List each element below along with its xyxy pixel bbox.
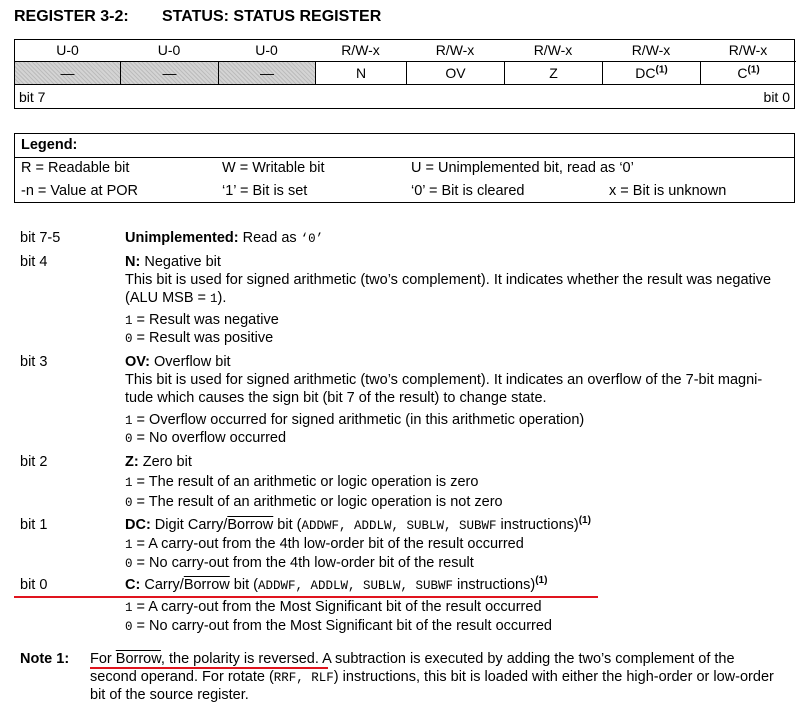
field-title: instructions) — [496, 517, 579, 533]
legend-set: ‘1’ = Bit is set — [222, 183, 308, 199]
access-cell-bit5: U-0 — [255, 42, 278, 58]
bit-high-label: bit 7 — [19, 89, 46, 105]
option-text: = Overflow occurred for signed arithmetic (in this arithmetic operation) — [132, 412, 585, 428]
option-key: 1 — [125, 601, 133, 615]
field-name: Unimplemented: — [125, 230, 239, 246]
bit-cell-5: — — [218, 61, 315, 84]
borrow-overline: Borrow — [227, 517, 274, 533]
legend-cleared: ‘0’ = Bit is cleared — [411, 183, 525, 199]
access-cell-bit0: R/W-x — [728, 42, 768, 58]
note-text: second operand. For rotate ( — [90, 669, 274, 685]
bit-desc-3-line1: This bit is used for signed arithmetic (two’s complement). It indicates an overflow of the 7-bit magni- — [125, 372, 763, 388]
note-ref: (1) — [535, 575, 548, 587]
field-title: Negative bit — [140, 254, 221, 270]
legend-unknown: x = Bit is unknown — [609, 183, 727, 199]
bit-title-2 — [125, 454, 192, 470]
option-text: = Result was negative — [132, 312, 279, 328]
field-name: DC: — [125, 517, 151, 533]
option-key: 1 — [125, 538, 133, 552]
option-key: 1 — [125, 414, 133, 428]
access-cell-bit4: R/W-x — [341, 42, 380, 58]
access-cell-bit6: U-0 — [157, 42, 181, 58]
legend-title: Legend: — [21, 137, 78, 153]
legend-por: -n = Value at POR — [21, 183, 138, 199]
bit-cell-7: — — [15, 61, 120, 84]
instruction-list: ADDWF, ADDLW, SUBLW, SUBWF — [301, 519, 497, 533]
bit-label-0: bit 0 — [20, 577, 48, 593]
bit-label-2: bit 2 — [20, 454, 48, 470]
option-key: 0 — [125, 496, 133, 510]
register-number: REGISTER 3-2: — [14, 8, 129, 25]
bit-option-4-set — [125, 312, 279, 328]
desc-text: Read as — [238, 230, 301, 246]
bit-label-3: bit 3 — [20, 354, 48, 370]
bit-cell-4: N — [315, 61, 406, 84]
option-key: 1 — [125, 314, 133, 328]
access-cell-bit7: U-0 — [56, 42, 79, 58]
desc-text: (ALU MSB = — [125, 290, 211, 306]
bit-option-3-set — [125, 412, 584, 428]
instruction-list: ADDWF, ADDLW, SUBLW, SUBWF — [257, 579, 453, 593]
field-title: Digit Carry/ — [150, 517, 228, 533]
register-name: STATUS: STATUS REGISTER — [162, 8, 382, 25]
bit-option-0-set — [125, 599, 542, 615]
option-text: = The result of an arithmetic or logic operation is not zero — [132, 494, 503, 510]
field-name: N: — [125, 254, 141, 270]
bit-label-4: bit 4 — [20, 254, 48, 270]
bit-title-0 — [125, 577, 547, 593]
bit-name-row — [15, 61, 794, 84]
note-text: A subtraction is executed by adding the two’s complement of the — [318, 651, 735, 667]
note-line1 — [90, 651, 735, 667]
legend-readable: R = Readable bit — [21, 160, 130, 176]
option-text: = The result of an arithmetic or logic operation is zero — [132, 474, 479, 490]
access-cell-bit3: R/W-x — [435, 42, 475, 58]
note-text: ) instructions, this bit is loaded with either the high-order or low-order — [333, 669, 774, 685]
bit-desc-3-line2: tude which causes the sign bit (bit 7 of the result) to change state. — [125, 390, 547, 406]
field-title: Carry/ — [140, 577, 184, 593]
bit-label-1: bit 1 — [20, 517, 48, 533]
instruction-list: RRF, RLF — [273, 671, 334, 685]
register-title — [14, 8, 381, 26]
note-line3: bit of the source register. — [90, 687, 249, 703]
option-key: 0 — [125, 620, 133, 634]
bit-desc-7-5 — [125, 230, 323, 246]
legend-unimplemented: U = Unimplemented bit, read as ‘0’ — [411, 160, 634, 176]
option-key: 1 — [125, 476, 133, 490]
note-ref: (1) — [747, 64, 760, 76]
legend-divider — [15, 157, 794, 158]
bit-option-2-set — [125, 474, 478, 490]
bit-cell-1-label: DC — [635, 65, 656, 81]
field-title: Overflow bit — [149, 354, 231, 370]
bit-title-1 — [125, 517, 591, 533]
option-key: 0 — [125, 432, 133, 446]
access-cell-bit1: R/W-x — [631, 42, 671, 58]
bit-cell-2: Z — [504, 61, 602, 84]
bit-cell-3: OV — [406, 61, 504, 84]
field-name: Z: — [125, 454, 139, 470]
field-title: bit ( — [273, 517, 302, 533]
note-label: Note 1: — [20, 651, 70, 667]
option-key: 0 — [125, 557, 133, 571]
bit-option-4-clear — [125, 330, 273, 346]
field-name: OV: — [125, 354, 150, 370]
option-text: = A carry-out from the Most Significant bit of the result occurred — [132, 599, 542, 615]
bit-option-0-clear — [125, 618, 552, 634]
note-ref: (1) — [655, 64, 668, 76]
note-ref: (1) — [578, 515, 591, 527]
bit-desc-4-line1: This bit is used for signed arithmetic (two’s complement). It indicates whether the result was negative — [125, 272, 772, 288]
bit-cell-6: — — [120, 61, 218, 84]
bit-option-3-clear — [125, 430, 286, 446]
bit-cell-1 — [602, 61, 700, 84]
bit-option-2-clear — [125, 494, 503, 510]
bit-cell-0 — [700, 61, 796, 84]
desc-text: ). — [217, 290, 227, 306]
desc-value: ‘0’ — [300, 232, 324, 246]
option-text: = No carry-out from the Most Significant bit of the result occurred — [132, 618, 552, 634]
bit-option-1-clear — [125, 555, 474, 571]
bit-low-label: bit 0 — [763, 89, 790, 105]
highlight-underline — [14, 596, 598, 598]
bit-title-4 — [125, 254, 221, 270]
field-title: instructions) — [453, 577, 536, 593]
bit-label-7-5: bit 7-5 — [20, 230, 61, 246]
access-row — [15, 40, 794, 61]
bit-desc-4-line2 — [125, 290, 226, 306]
option-text: = Result was positive — [132, 330, 274, 346]
access-cell-bit2: R/W-x — [533, 42, 573, 58]
option-text: = A carry-out from the 4th low-order bit of the result occurred — [132, 536, 524, 552]
bit-title-3 — [125, 354, 231, 370]
option-key: 0 — [125, 332, 133, 346]
borrow-overline: Borrow — [115, 651, 161, 667]
note-text: For — [90, 651, 116, 667]
legend-writable: W = Writable bit — [222, 160, 325, 176]
option-text: = No overflow occurred — [132, 430, 287, 446]
note-text: , the polarity is reversed. — [160, 651, 319, 667]
note-line2 — [90, 669, 774, 685]
legend-box — [14, 133, 795, 203]
field-title: bit ( — [229, 577, 258, 593]
desc-value: 1 — [210, 292, 218, 306]
bit-range-row — [15, 84, 794, 109]
bit-option-1-set — [125, 536, 524, 552]
option-text: = No carry-out from the 4th low-order bit of the result — [132, 555, 474, 571]
field-name: C: — [125, 577, 141, 593]
bit-cell-0-label: C — [737, 65, 748, 81]
field-title: Zero bit — [138, 454, 192, 470]
register-table — [14, 39, 795, 109]
borrow-overline: Borrow — [183, 577, 230, 593]
